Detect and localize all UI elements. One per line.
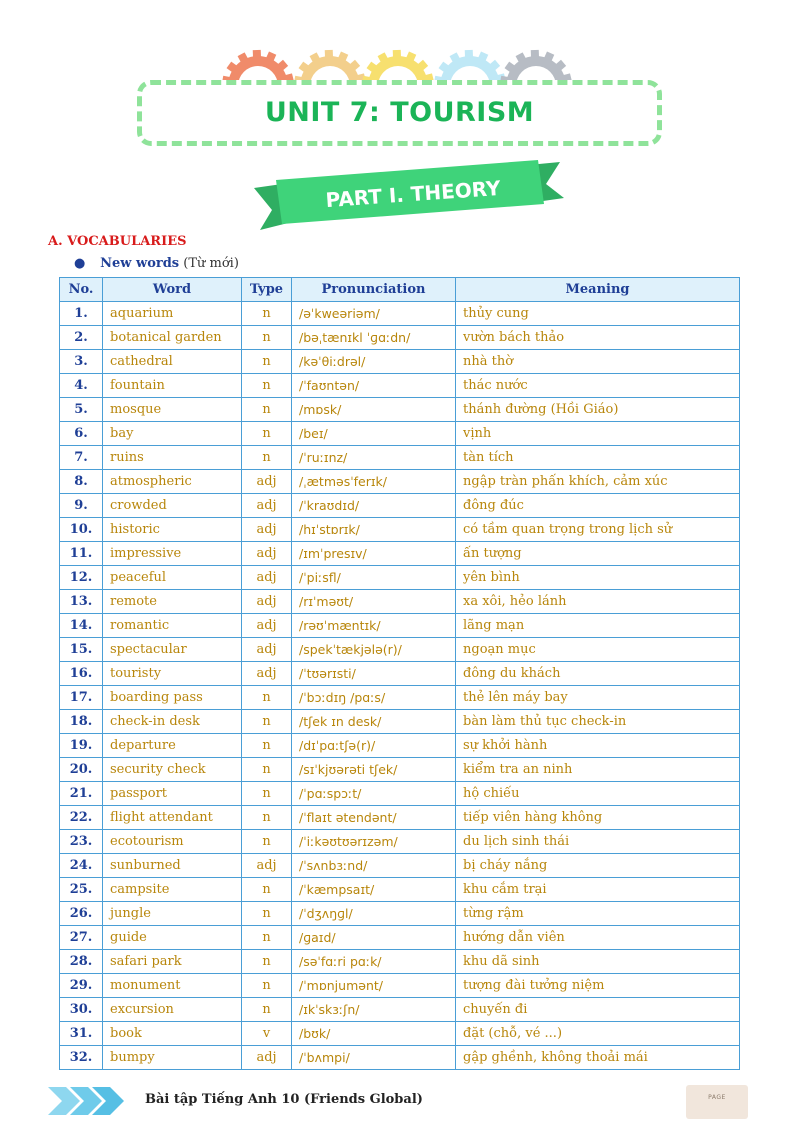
cell-word: touristy bbox=[103, 662, 242, 686]
table-row bbox=[60, 662, 740, 686]
cell-pronunciation: /sɪˈkjʊərəti tʃek/ bbox=[292, 758, 456, 782]
cell-type: adj bbox=[242, 494, 292, 518]
cell-meaning: thánh đường (Hồi Giáo) bbox=[456, 398, 740, 422]
cell-no: 10. bbox=[60, 518, 103, 542]
cell-pronunciation: /rɪˈməʊt/ bbox=[292, 590, 456, 614]
cell-pronunciation: /hɪˈstɒrɪk/ bbox=[292, 518, 456, 542]
cell-no: 18. bbox=[60, 710, 103, 734]
cell-word: crowded bbox=[103, 494, 242, 518]
cell-meaning: tiếp viên hàng không bbox=[456, 806, 740, 830]
cell-word: ruins bbox=[103, 446, 242, 470]
table-header-row bbox=[60, 278, 740, 302]
cell-meaning: yên bình bbox=[456, 566, 740, 590]
new-words-label bbox=[74, 256, 239, 271]
cell-meaning: bàn làm thủ tục check-in bbox=[456, 710, 740, 734]
cell-meaning: ngập tràn phấn khích, cảm xúc bbox=[456, 470, 740, 494]
cell-pronunciation: /kəˈθiːdrəl/ bbox=[292, 350, 456, 374]
cell-type: n bbox=[242, 782, 292, 806]
cell-no: 2. bbox=[60, 326, 103, 350]
cell-meaning: hướng dẫn viên bbox=[456, 926, 740, 950]
table-row bbox=[60, 542, 740, 566]
cell-meaning: xa xôi, hẻo lánh bbox=[456, 590, 740, 614]
cell-type: n bbox=[242, 758, 292, 782]
cell-meaning: nhà thờ bbox=[456, 350, 740, 374]
cell-word: remote bbox=[103, 590, 242, 614]
cell-meaning: bị cháy nắng bbox=[456, 854, 740, 878]
cell-no: 11. bbox=[60, 542, 103, 566]
cell-pronunciation: /bəˌtænɪkl ˈɡɑːdn/ bbox=[292, 326, 456, 350]
header-no: No. bbox=[60, 278, 103, 302]
cell-no: 15. bbox=[60, 638, 103, 662]
cell-word: bay bbox=[103, 422, 242, 446]
table-row bbox=[60, 350, 740, 374]
cell-pronunciation: /ˈkraʊdɪd/ bbox=[292, 494, 456, 518]
cell-pronunciation: /rəʊˈmæntɪk/ bbox=[292, 614, 456, 638]
header-type: Type bbox=[242, 278, 292, 302]
cell-meaning: chuyến đi bbox=[456, 998, 740, 1022]
footer-book-title: Bài tập Tiếng Anh 10 (Friends Global) bbox=[145, 1092, 423, 1107]
cell-word: monument bbox=[103, 974, 242, 998]
cell-type: n bbox=[242, 926, 292, 950]
part-title: PART I. THEORY bbox=[324, 175, 502, 213]
cell-word: sunburned bbox=[103, 854, 242, 878]
cell-no: 3. bbox=[60, 350, 103, 374]
cell-pronunciation: /ˈiːkəʊtʊərɪzəm/ bbox=[292, 830, 456, 854]
cell-word: botanical garden bbox=[103, 326, 242, 350]
cell-type: n bbox=[242, 950, 292, 974]
cell-word: atmospheric bbox=[103, 470, 242, 494]
cell-pronunciation: /tʃek ɪn desk/ bbox=[292, 710, 456, 734]
cell-word: jungle bbox=[103, 902, 242, 926]
unit-title-frame bbox=[137, 80, 662, 146]
cell-meaning: vịnh bbox=[456, 422, 740, 446]
table-row bbox=[60, 758, 740, 782]
cell-pronunciation: /ɪmˈpresɪv/ bbox=[292, 542, 456, 566]
cell-no: 27. bbox=[60, 926, 103, 950]
cell-type: n bbox=[242, 878, 292, 902]
cell-type: n bbox=[242, 998, 292, 1022]
header-word: Word bbox=[103, 278, 242, 302]
cell-word: departure bbox=[103, 734, 242, 758]
cell-word: passport bbox=[103, 782, 242, 806]
table-row bbox=[60, 710, 740, 734]
section-heading: A. VOCABULARIES bbox=[48, 234, 187, 249]
table-row bbox=[60, 638, 740, 662]
cell-meaning: đông đúc bbox=[456, 494, 740, 518]
table-row bbox=[60, 326, 740, 350]
cell-type: n bbox=[242, 446, 292, 470]
cell-pronunciation: /ɡaɪd/ bbox=[292, 926, 456, 950]
cell-no: 28. bbox=[60, 950, 103, 974]
cell-word: mosque bbox=[103, 398, 242, 422]
cell-meaning: thác nước bbox=[456, 374, 740, 398]
table-row bbox=[60, 806, 740, 830]
cell-meaning: tượng đài tưởng niệm bbox=[456, 974, 740, 998]
cell-pronunciation: /əˈkweəriəm/ bbox=[292, 302, 456, 326]
table-row bbox=[60, 998, 740, 1022]
table-row bbox=[60, 926, 740, 950]
cell-word: fountain bbox=[103, 374, 242, 398]
cell-no: 32. bbox=[60, 1046, 103, 1070]
table-row bbox=[60, 1046, 740, 1070]
table-row bbox=[60, 902, 740, 926]
cell-no: 5. bbox=[60, 398, 103, 422]
cell-no: 13. bbox=[60, 590, 103, 614]
cell-pronunciation: /ˈsʌnbɜːnd/ bbox=[292, 854, 456, 878]
cell-meaning: sự khởi hành bbox=[456, 734, 740, 758]
cell-meaning: ấn tượng bbox=[456, 542, 740, 566]
table-row bbox=[60, 590, 740, 614]
cell-no: 26. bbox=[60, 902, 103, 926]
cell-meaning: thẻ lên máy bay bbox=[456, 686, 740, 710]
cell-meaning: thủy cung bbox=[456, 302, 740, 326]
cell-type: adj bbox=[242, 662, 292, 686]
table-row bbox=[60, 614, 740, 638]
cell-meaning: ngoạn mục bbox=[456, 638, 740, 662]
cell-no: 23. bbox=[60, 830, 103, 854]
cell-type: n bbox=[242, 422, 292, 446]
cell-no: 19. bbox=[60, 734, 103, 758]
cell-pronunciation: /ˈfaʊntən/ bbox=[292, 374, 456, 398]
cell-meaning: vườn bách thảo bbox=[456, 326, 740, 350]
cell-pronunciation: /ˈpɑːspɔːt/ bbox=[292, 782, 456, 806]
cell-no: 16. bbox=[60, 662, 103, 686]
cell-word: ecotourism bbox=[103, 830, 242, 854]
cell-no: 24. bbox=[60, 854, 103, 878]
cell-word: campsite bbox=[103, 878, 242, 902]
cell-no: 22. bbox=[60, 806, 103, 830]
chevron-right-icon bbox=[48, 1085, 128, 1117]
table-row bbox=[60, 302, 740, 326]
table-row bbox=[60, 878, 740, 902]
cell-type: adj bbox=[242, 638, 292, 662]
cell-type: adj bbox=[242, 470, 292, 494]
cell-pronunciation: /dɪˈpɑːtʃə(r)/ bbox=[292, 734, 456, 758]
cell-meaning: khu cắm trại bbox=[456, 878, 740, 902]
cell-type: adj bbox=[242, 614, 292, 638]
cell-word: flight attendant bbox=[103, 806, 242, 830]
table-row bbox=[60, 374, 740, 398]
cell-word: spectacular bbox=[103, 638, 242, 662]
cell-meaning: kiểm tra an ninh bbox=[456, 758, 740, 782]
cell-type: n bbox=[242, 974, 292, 998]
cell-pronunciation: /ˌætməsˈferɪk/ bbox=[292, 470, 456, 494]
unit-title: UNIT 7: TOURISM bbox=[264, 97, 535, 128]
new-words-note: (Từ mới) bbox=[183, 256, 239, 271]
cell-pronunciation: /ˈruːɪnz/ bbox=[292, 446, 456, 470]
cell-meaning: từng rậm bbox=[456, 902, 740, 926]
cell-type: n bbox=[242, 374, 292, 398]
cell-word: boarding pass bbox=[103, 686, 242, 710]
cell-no: 14. bbox=[60, 614, 103, 638]
table-row bbox=[60, 518, 740, 542]
cell-meaning: hộ chiếu bbox=[456, 782, 740, 806]
cell-meaning: tàn tích bbox=[456, 446, 740, 470]
cell-no: 8. bbox=[60, 470, 103, 494]
cell-no: 1. bbox=[60, 302, 103, 326]
cell-no: 29. bbox=[60, 974, 103, 998]
cell-type: adj bbox=[242, 542, 292, 566]
cell-pronunciation: /spekˈtækjələ(r)/ bbox=[292, 638, 456, 662]
cell-type: n bbox=[242, 734, 292, 758]
cell-word: aquarium bbox=[103, 302, 242, 326]
cell-word: excursion bbox=[103, 998, 242, 1022]
cell-type: n bbox=[242, 326, 292, 350]
cell-type: n bbox=[242, 710, 292, 734]
table-row bbox=[60, 734, 740, 758]
table-row bbox=[60, 446, 740, 470]
cell-no: 12. bbox=[60, 566, 103, 590]
cell-no: 25. bbox=[60, 878, 103, 902]
cell-meaning: du lịch sinh thái bbox=[456, 830, 740, 854]
table-row bbox=[60, 1022, 740, 1046]
cell-type: adj bbox=[242, 854, 292, 878]
new-words-title: New words bbox=[100, 256, 180, 271]
header-pronunciation: Pronunciation bbox=[292, 278, 456, 302]
cell-word: peaceful bbox=[103, 566, 242, 590]
cell-pronunciation: /ˈmɒnjumənt/ bbox=[292, 974, 456, 998]
cell-type: adj bbox=[242, 566, 292, 590]
bullet-icon: ● bbox=[74, 256, 86, 271]
cell-type: adj bbox=[242, 1046, 292, 1070]
cell-pronunciation: /ˈbɔːdɪŋ /pɑːs/ bbox=[292, 686, 456, 710]
cell-type: n bbox=[242, 398, 292, 422]
cell-pronunciation: /ˈdʒʌŋɡl/ bbox=[292, 902, 456, 926]
publisher-logo bbox=[686, 1085, 748, 1119]
cell-pronunciation: /beɪ/ bbox=[292, 422, 456, 446]
cell-word: security check bbox=[103, 758, 242, 782]
cell-type: v bbox=[242, 1022, 292, 1046]
header-meaning: Meaning bbox=[456, 278, 740, 302]
table-row bbox=[60, 974, 740, 998]
cell-word: impressive bbox=[103, 542, 242, 566]
cell-no: 9. bbox=[60, 494, 103, 518]
cell-no: 30. bbox=[60, 998, 103, 1022]
vocabulary-table bbox=[59, 277, 740, 1070]
cell-type: adj bbox=[242, 518, 292, 542]
table-row bbox=[60, 950, 740, 974]
cell-pronunciation: /ˈbʌmpi/ bbox=[292, 1046, 456, 1070]
cell-type: n bbox=[242, 686, 292, 710]
cell-type: adj bbox=[242, 590, 292, 614]
table-row bbox=[60, 566, 740, 590]
table-row bbox=[60, 854, 740, 878]
cell-no: 17. bbox=[60, 686, 103, 710]
cell-type: n bbox=[242, 302, 292, 326]
cell-no: 20. bbox=[60, 758, 103, 782]
cell-word: guide bbox=[103, 926, 242, 950]
cell-pronunciation: /ˈkæmpsaɪt/ bbox=[292, 878, 456, 902]
table-row bbox=[60, 494, 740, 518]
cell-type: n bbox=[242, 902, 292, 926]
cell-word: bumpy bbox=[103, 1046, 242, 1070]
cell-pronunciation: /ˈtʊərɪsti/ bbox=[292, 662, 456, 686]
cell-word: romantic bbox=[103, 614, 242, 638]
table-row bbox=[60, 782, 740, 806]
table-row bbox=[60, 470, 740, 494]
cell-pronunciation: /ˈflaɪt ətendənt/ bbox=[292, 806, 456, 830]
cell-type: n bbox=[242, 350, 292, 374]
publisher-logo-text: PAGE bbox=[708, 1094, 726, 1101]
cell-no: 6. bbox=[60, 422, 103, 446]
cell-meaning: đông du khách bbox=[456, 662, 740, 686]
cell-pronunciation: /mɒsk/ bbox=[292, 398, 456, 422]
cell-type: n bbox=[242, 830, 292, 854]
table-row bbox=[60, 686, 740, 710]
cell-pronunciation: /ˈpiːsfl/ bbox=[292, 566, 456, 590]
cell-no: 21. bbox=[60, 782, 103, 806]
cell-word: check-in desk bbox=[103, 710, 242, 734]
cell-no: 31. bbox=[60, 1022, 103, 1046]
cell-word: historic bbox=[103, 518, 242, 542]
cell-pronunciation: /səˈfɑːri pɑːk/ bbox=[292, 950, 456, 974]
cell-meaning: lãng mạn bbox=[456, 614, 740, 638]
table-row bbox=[60, 830, 740, 854]
table-row bbox=[60, 398, 740, 422]
cell-no: 7. bbox=[60, 446, 103, 470]
cell-meaning: đặt (chỗ, vé ...) bbox=[456, 1022, 740, 1046]
cell-word: safari park bbox=[103, 950, 242, 974]
cell-pronunciation: /bʊk/ bbox=[292, 1022, 456, 1046]
cell-type: n bbox=[242, 806, 292, 830]
cell-word: book bbox=[103, 1022, 242, 1046]
cell-meaning: khu dã sinh bbox=[456, 950, 740, 974]
cell-no: 4. bbox=[60, 374, 103, 398]
cell-meaning: gập ghềnh, không thoải mái bbox=[456, 1046, 740, 1070]
table-row bbox=[60, 422, 740, 446]
cell-word: cathedral bbox=[103, 350, 242, 374]
cell-meaning: có tầm quan trọng trong lịch sử bbox=[456, 518, 740, 542]
cell-pronunciation: /ɪkˈskɜːʃn/ bbox=[292, 998, 456, 1022]
